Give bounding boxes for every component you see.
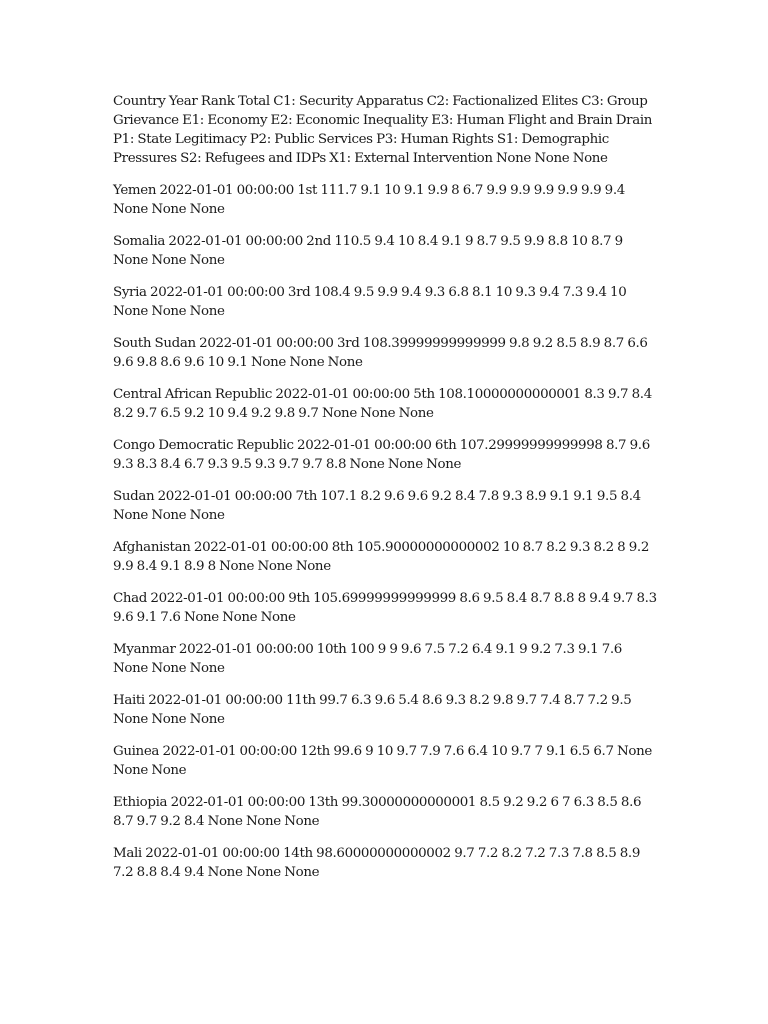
header-paragraph: Country Year Rank Total C1: Security Apparatus C2: Factionalized Elites C3: Group Grievance E1: Economy E2: Economic Inequality E3: Human Flight and Brain Drain P1: State Legitimacy P2: Public Services P3: Human Rights S1: Demographic Pressures S2: Refugees and IDPs X1: External Intervention None None None bbox=[113, 94, 653, 166]
row-sudan: Sudan 2022-01-01 00:00:00 7th 107.1 8.2 9.6 9.6 9.2 8.4 7.8 9.3 8.9 9.1 9.1 9.5 8.4 None None None bbox=[113, 489, 641, 523]
row-south-sudan: South Sudan 2022-01-01 00:00:00 3rd 108.39999999999999 9.8 9.2 8.5 8.9 8.7 6.6 9.6 9.8 8.6 9.6 10 9.1 None None None bbox=[113, 336, 648, 370]
row-myanmar: Myanmar 2022-01-01 00:00:00 10th 100 9 9 9.6 7.5 7.2 6.4 9.1 9 9.2 7.3 9.1 7.6 None None None bbox=[113, 642, 622, 676]
row-mali: Mali 2022-01-01 00:00:00 14th 98.60000000000002 9.7 7.2 8.2 7.2 7.3 7.8 8.5 8.9 7.2 8.8 8.4 9.4 None None None bbox=[113, 846, 641, 880]
row-syria: Syria 2022-01-01 00:00:00 3rd 108.4 9.5 9.9 9.4 9.3 6.8 8.1 10 9.3 9.4 7.3 9.4 10 None None None bbox=[113, 285, 627, 319]
row-somalia: Somalia 2022-01-01 00:00:00 2nd 110.5 9.4 10 8.4 9.1 9 8.7 9.5 9.9 8.8 10 8.7 9 None None None bbox=[113, 234, 623, 268]
row-afghanistan: Afghanistan 2022-01-01 00:00:00 8th 105.90000000000002 10 8.7 8.2 9.3 8.2 8 9.2 9.9 8.4 9.1 8.9 8 None None None bbox=[113, 540, 650, 574]
row-yemen: Yemen 2022-01-01 00:00:00 1st 111.7 9.1 10 9.1 9.9 8 6.7 9.9 9.9 9.9 9.9 9.9 9.4 None None None bbox=[113, 183, 625, 217]
row-haiti: Haiti 2022-01-01 00:00:00 11th 99.7 6.3 9.6 5.4 8.6 9.3 8.2 9.8 9.7 7.4 8.7 7.2 9.5 None None None bbox=[113, 693, 632, 727]
document-page bbox=[113, 92, 658, 895]
row-ethiopia: Ethiopia 2022-01-01 00:00:00 13th 99.30000000000001 8.5 9.2 9.2 6 7 6.3 8.5 8.6 8.7 9.7 9.2 8.4 None None None bbox=[113, 795, 642, 829]
row-central-african-republic: Central African Republic 2022-01-01 00:00:00 5th 108.10000000000001 8.3 9.7 8.4 8.2 9.7 6.5 9.2 10 9.4 9.2 9.8 9.7 None None None bbox=[113, 387, 652, 421]
row-congo-democratic-republic: Congo Democratic Republic 2022-01-01 00:00:00 6th 107.29999999999998 8.7 9.6 9.3 8.3 8.4 6.7 9.3 9.5 9.3 9.7 9.7 8.8 None None None bbox=[113, 438, 650, 472]
row-chad: Chad 2022-01-01 00:00:00 9th 105.69999999999999 8.6 9.5 8.4 8.7 8.8 8 9.4 9.7 8.3 9.6 9.1 7.6 None None None bbox=[113, 591, 657, 625]
row-guinea: Guinea 2022-01-01 00:00:00 12th 99.6 9 10 9.7 7.9 7.6 6.4 10 9.7 7 9.1 6.5 6.7 None None None bbox=[113, 744, 652, 778]
